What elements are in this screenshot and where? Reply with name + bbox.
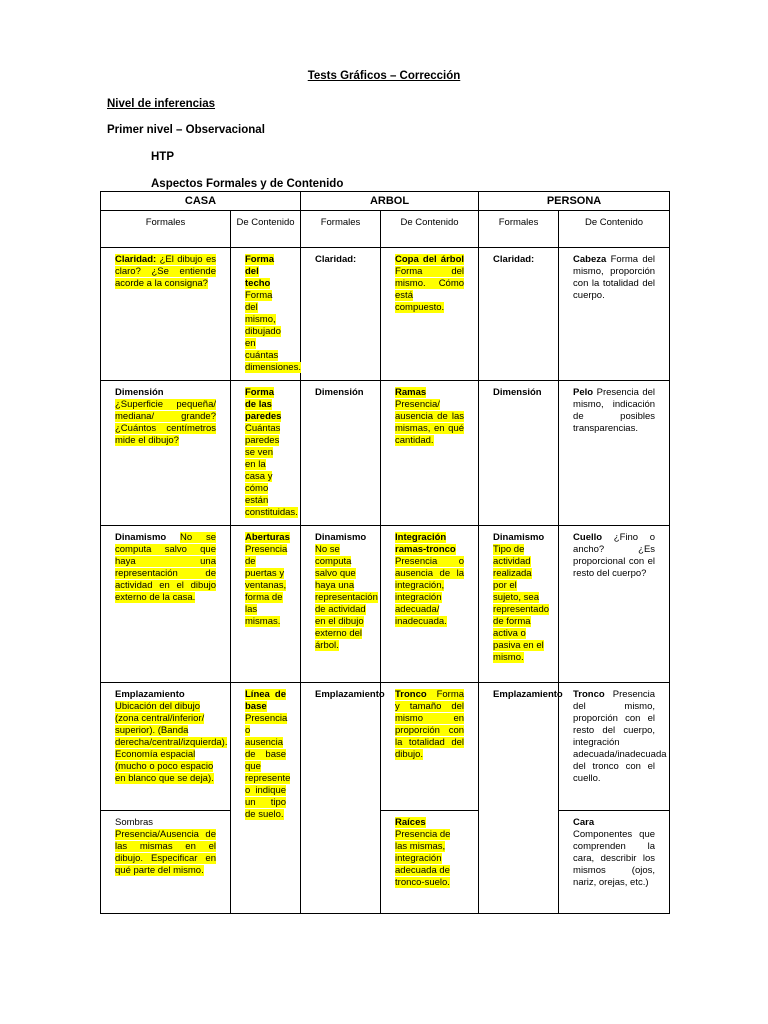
cell-casa-formal [101, 381, 231, 526]
cell-casa-formal [101, 526, 231, 683]
cell-label: Cabeza [573, 254, 607, 265]
group-header-arbol: ARBOL [301, 192, 479, 211]
cell-text: No se computa salvo que haya una representación de actividad en el dibujo externo de la casa. [115, 532, 216, 603]
cell-casa-contenido [231, 526, 301, 683]
cell-arbol-contenido [381, 526, 479, 683]
cell-casa-contenido [231, 381, 301, 526]
cell-text: Forma del mismo, proporción con la totalidad del cuerpo. [573, 254, 656, 301]
cell-label: Raíces [395, 817, 426, 828]
cell-label: Sombras [115, 817, 154, 828]
cell-persona-formal [479, 526, 559, 683]
document-title: Tests Gráficos – Corrección [307, 70, 461, 82]
cell-text: No se computa salvo que haya una representación de actividad en el dibujo externo del árbol. [315, 544, 378, 651]
subheader-casa-formales: Formales [101, 211, 231, 248]
cell-text: Presencia o ausencia de base que represente o indique un tipo de suelo. [245, 713, 291, 820]
cell-label: Forma de las paredes [245, 387, 282, 422]
cell-arbol-contenido [381, 811, 479, 914]
table-row [101, 248, 670, 381]
cell-text: Tipo de actividad realizada por el sujeto, sea representado de forma activa o pasiva en el mismo. [493, 544, 550, 663]
cell-label: Dinamismo [493, 532, 545, 543]
cell-label: Pelo [573, 387, 594, 398]
cell-label: Tronco [395, 689, 427, 700]
table-row [101, 526, 670, 683]
cell-casa-formal [101, 683, 231, 811]
cell-label: Emplazamiento [315, 689, 385, 700]
cell-label: Ramas [395, 387, 427, 398]
cell-casa-formal [101, 811, 231, 914]
cell-persona-contenido [559, 811, 670, 914]
table-row [101, 811, 670, 914]
group-header-casa: CASA [101, 192, 301, 211]
cell-text: Componentes que comprenden la cara, describir los mismos (ojos, nariz, orejas, etc.) [573, 829, 656, 888]
cell-arbol-formal [301, 381, 381, 526]
cell-label: Dimensión [115, 387, 164, 398]
group-header-persona: PERSONA [479, 192, 670, 211]
cell-text: Presencia del mismo, proporción con el resto del cuerpo, integración adecuada/inadecuada del tronco con el cuello. [573, 689, 667, 784]
cell-casa-contenido [231, 683, 301, 914]
cell-persona-formal [479, 683, 563, 914]
cell-label: Cara [573, 817, 595, 828]
subheader-persona-formales: Formales [479, 211, 559, 248]
cell-persona-contenido [559, 381, 670, 526]
subheader-casa-contenido: De Contenido [231, 211, 301, 248]
cell-text: Forma del mismo, dibujado en cuántas dimensiones. [245, 290, 301, 373]
cell-label: Dinamismo [315, 532, 367, 543]
cell-arbol-formal [301, 526, 381, 683]
cell-label: Dinamismo [115, 532, 167, 543]
cell-persona-formal [479, 248, 559, 381]
table-row [101, 381, 670, 526]
cell-text: Forma y tamaño del mismo en proporción con la totalidad del dibujo. [395, 689, 465, 760]
cell-text: ¿Fino o ancho? ¿Es proporcional con el resto del cuerpo? [573, 532, 656, 579]
heading-nivel-inferencias: Nivel de inferencias [107, 98, 216, 110]
cell-label: Aberturas [245, 532, 290, 543]
cell-label: Dimensión [315, 387, 364, 398]
subheader-arbol-formales: Formales [301, 211, 381, 248]
cell-label: Claridad: [315, 254, 357, 265]
cell-text: Presencia/ ausencia de las mismas, en qué cantidad. [395, 399, 465, 446]
cell-text: Presencia o ausencia de la integración, integración adecuada/ inadecuada. [395, 556, 465, 627]
cell-persona-contenido [559, 683, 670, 811]
cell-text: Ubicación del dibujo (zona central/inferior/ superior). (Banda derecha/central/izquierda). Economía espacial (mucho o poco espacio en blanco que se deja). [115, 701, 228, 784]
cell-text: Forma del mismo. Cómo está compuesto. [395, 266, 465, 313]
htp-correction-table [100, 191, 670, 914]
cell-arbol-contenido [381, 248, 479, 381]
heading-aspectos: Aspectos Formales y de Contenido [151, 178, 344, 190]
cell-text: Presencia/Ausencia de las mismas en el dibujo. Especificar en qué parte del mismo. [115, 829, 216, 876]
cell-text: Presencia de puertas y ventanas, forma de las mismas. [245, 544, 288, 627]
cell-label: Emplazamiento [115, 689, 185, 700]
cell-label: Cuello [573, 532, 603, 543]
heading-htp: HTP [151, 151, 174, 163]
cell-text: Cuántas paredes se ven en la casa y cómo están constituidas. [245, 423, 298, 518]
cell-arbol-formal [301, 248, 381, 381]
cell-arbol-contenido [381, 381, 479, 526]
cell-label: Claridad: [493, 254, 535, 265]
cell-label: Copa del árbol [395, 254, 465, 265]
cell-label: Línea de base [245, 689, 287, 712]
cell-text: ¿Superficie pequeña/ mediana/ grande? ¿Cuántos centímetros mide el dibujo? [115, 399, 216, 446]
subheader-persona-contenido: De Contenido [559, 211, 670, 248]
cell-casa-formal [101, 248, 231, 381]
cell-casa-contenido [231, 248, 301, 381]
cell-label: Emplazamiento [493, 689, 563, 700]
cell-persona-contenido [559, 526, 670, 683]
cell-label: Tronco [573, 689, 605, 700]
cell-persona-contenido [559, 248, 670, 381]
cell-persona-formal [479, 381, 559, 526]
table-row [101, 683, 670, 811]
cell-label: Dimensión [493, 387, 542, 398]
cell-label: Forma del techo [245, 254, 275, 289]
subheader-arbol-contenido: De Contenido [381, 211, 479, 248]
cell-text: Presencia del mismo, indicación de posibles transparencias. [573, 387, 656, 434]
cell-text: Presencia de las mismas, integración adecuada de tronco-suelo. [395, 829, 451, 888]
cell-label: Claridad: [115, 254, 157, 265]
cell-label: Integración ramas-tronco [395, 532, 456, 555]
cell-arbol-contenido [381, 683, 479, 811]
cell-text: ¿El dibujo es claro? ¿Se entiende acorde a la consigna? [115, 254, 216, 289]
cell-arbol-formal [301, 683, 385, 914]
heading-primer-nivel: Primer nivel – Observacional [107, 124, 265, 136]
